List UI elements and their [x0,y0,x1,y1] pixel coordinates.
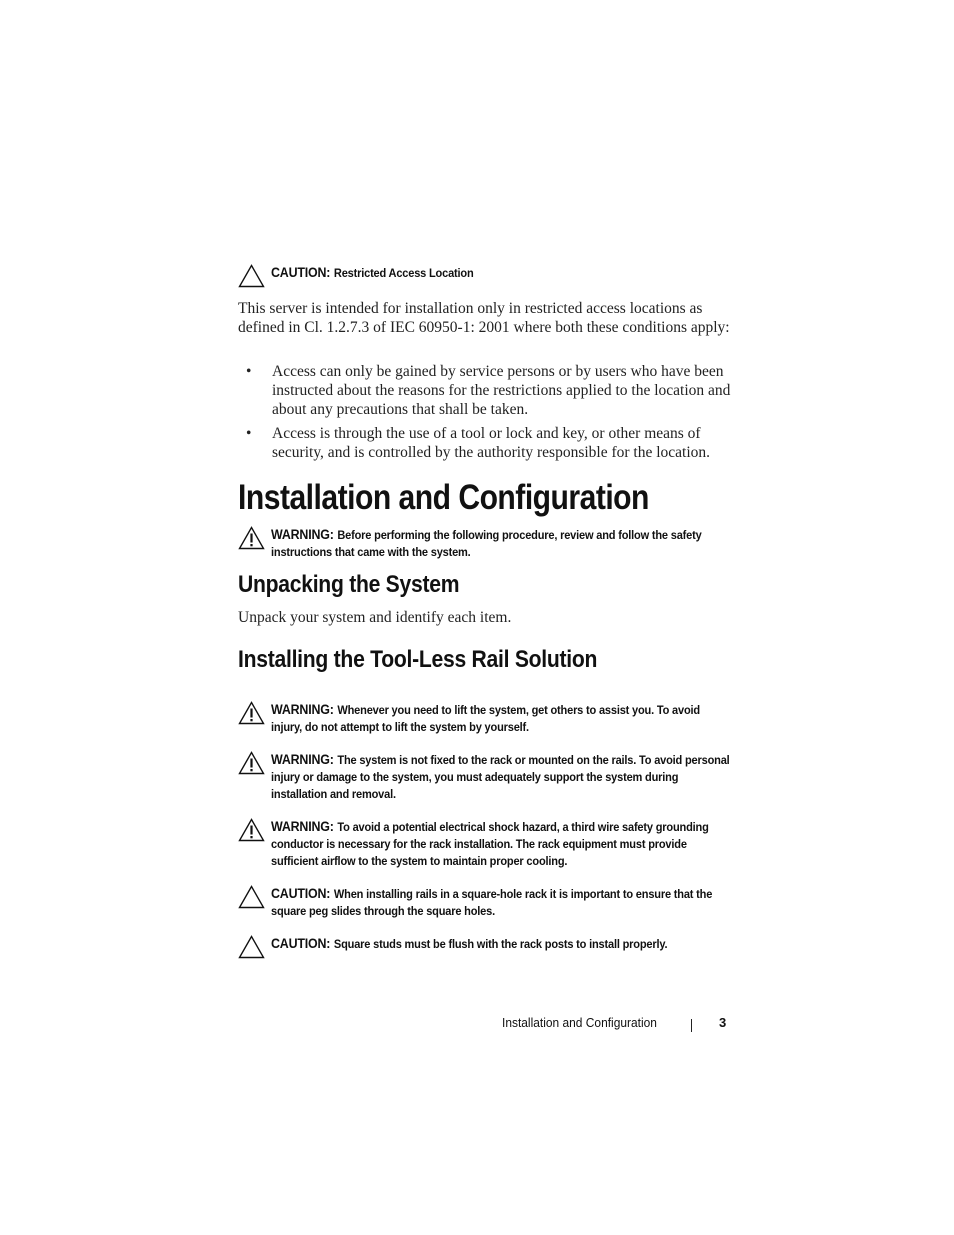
notice-text: Restricted Access Location [333,266,474,280]
notice-label: WARNING: [271,752,334,767]
intro-paragraph: This server is intended for installation only in restricted access locations as defined in Cl. 1.2.7.3 of IEC 60950-1: 2001 where both these conditions apply: [238,300,730,336]
notice-text: The system is not fixed to the rack or mounted on the rails. To avoid personal injury or damage to the system, you must adequately support the system during installation and removal. [271,753,730,801]
caution-notice-square-hole [238,885,738,920]
warning-notice-safety [238,526,738,561]
list-item-text: Access is through the use of a tool or lock and key, or other means of security, and is controlled by the authority responsible for the location. [272,425,711,461]
notice-text: Whenever you need to lift the system, get others to assist you. To avoid injury, do not attempt to lift the system by yourself. [271,703,700,734]
notice-label: WARNING: [271,702,334,717]
notice-label: CAUTION: [271,936,331,951]
chapter-title: Installation and Configuration [238,478,649,517]
notice-label: CAUTION: [271,886,331,901]
section-title-unpacking: Unpacking the System [238,571,460,598]
warning-notice-support [238,751,738,803]
warning-notice-lift [238,701,738,736]
section-title-rails: Installing the Tool-Less Rail Solution [238,646,598,673]
caution-notice-restricted-access [238,264,738,282]
bullet-dot: • [246,425,252,442]
notice-text: When installing rails in a square-hole rack it is important to ensure that the square peg slides through the square holes. [271,887,713,918]
warning-notice-grounding [238,818,738,870]
notice-label: WARNING: [271,527,334,542]
notice-text: Before performing the following procedure, review and follow the safety instructions that came with the system. [271,528,702,559]
page-footer [500,1015,730,1035]
notice-label: WARNING: [271,819,334,834]
bullet-dot: • [246,363,252,380]
list-item-text: Access can only be gained by service persons or by users who have been instructed about the reasons for the restrictions applied to the location and about any precautions that shall be taken. [272,363,731,418]
caution-triangle-icon [238,885,265,909]
notice-text: To avoid a potential electrical shock hazard, a third wire safety grounding conductor is necessary for the rack installation. The rack equipment must provide sufficient airflow to the system to maintain proper cooling. [271,820,709,868]
notice-label: CAUTION: [271,265,331,280]
caution-triangle-icon [238,264,265,288]
caution-triangle-icon [238,935,265,959]
list-item [246,424,738,462]
notice-text: Square studs must be flush with the rack posts to install properly. [333,937,668,951]
footer-separator [691,1019,692,1032]
warning-triangle-icon [238,818,265,842]
unpacking-paragraph: Unpack your system and identify each item. [238,609,512,626]
warning-triangle-icon [238,751,265,775]
warning-triangle-icon [238,526,265,550]
caution-notice-square-studs [238,935,738,953]
page-number: 3 [719,1015,727,1030]
list-item [246,362,738,419]
warning-triangle-icon [238,701,265,725]
footer-title: Installation and Configuration [502,1015,657,1030]
